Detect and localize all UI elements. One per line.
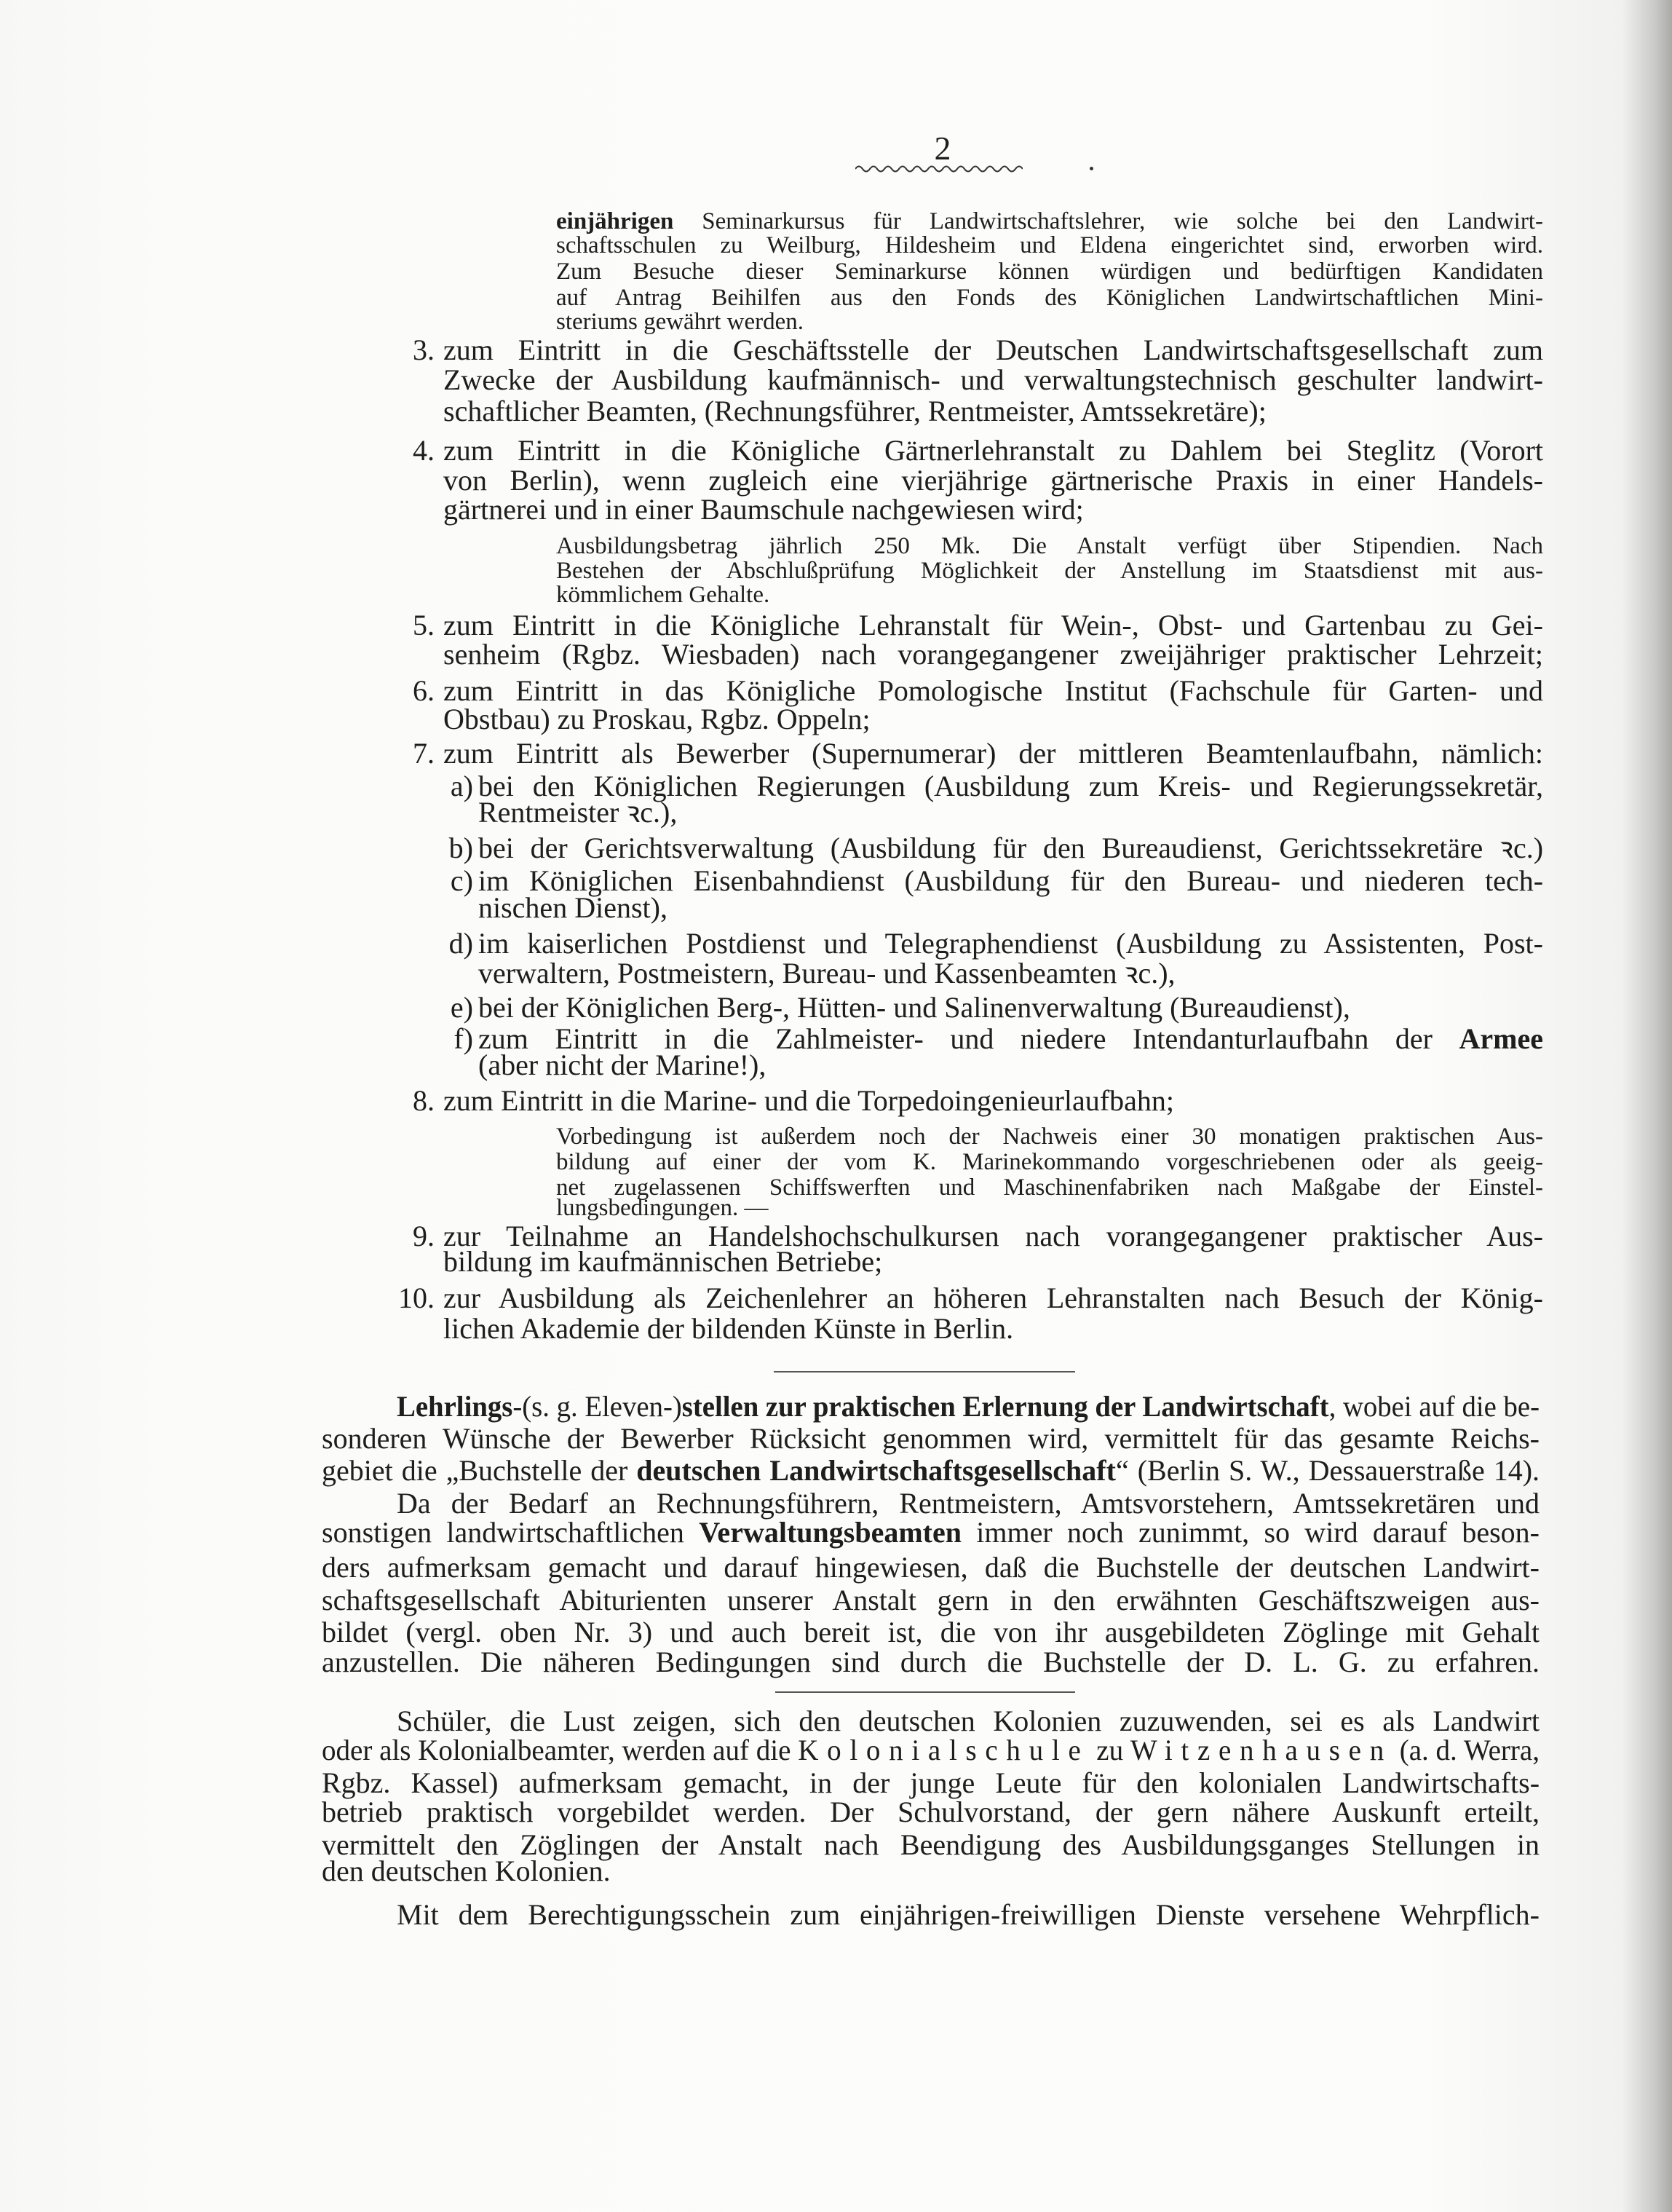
- section-divider: [774, 1371, 1075, 1372]
- text-line: [397, 1897, 1540, 1932]
- text-line: [322, 1550, 1540, 1585]
- text-line: [443, 1281, 1543, 1316]
- text-line: [556, 581, 769, 610]
- text-segment: gärtnerei und in einer Baumschule nachgewiesen wird;: [443, 493, 1084, 526]
- bold-term: Verwaltungsbeamten: [699, 1516, 962, 1549]
- text-segment: vermittelt den Zöglingen der Anstalt nach Beendigung des Ausbildungsganges Stellungen in: [322, 1828, 1540, 1861]
- text-line: [443, 492, 1084, 527]
- text-segment: Ausbildungsbetrag jährlich 250 Mk. Die Anstalt verfügt über Stipendien. Nach: [556, 533, 1543, 560]
- text-segment: oder als Kolonialbeamter, werden auf die: [322, 1734, 799, 1766]
- text-line: [443, 363, 1543, 398]
- text-segment: Seminarkursus für Landwirtschaftslehrer, wie solche bei den Landwirt-: [673, 208, 1543, 235]
- text-segment: ders aufmerksam gemacht und darauf hingewiesen, daß die Buchstelle der deutschen Landwirt-: [322, 1551, 1540, 1584]
- text-segment: lichen Akademie der bildenden Künste in Berlin.: [443, 1312, 1014, 1345]
- text-line: [443, 637, 1543, 672]
- text-segment: zu: [1089, 1734, 1130, 1766]
- list-number: 6.: [413, 674, 435, 707]
- text-line: [443, 702, 871, 737]
- text-segment: Rentmeister ꝛc.),: [478, 796, 678, 829]
- text-line: [478, 831, 1543, 866]
- text-segment: schaftlicher Beamten, (Rechnungsführer, Rentmeister, Amtssekretäre);: [443, 395, 1267, 427]
- text-segment: kömmlichem Gehalte.: [556, 582, 770, 609]
- bold-term: stellen zur praktischen Erlernung der Landwirtschaft: [681, 1390, 1329, 1423]
- text-line: [322, 1645, 1540, 1680]
- list-number: b): [448, 832, 473, 864]
- text-segment: Rgbz. Kassel) aufmerksam gemacht, in der junge Leute für den kolonialen Landwirtschafts-: [322, 1766, 1540, 1799]
- text-segment: zum Eintritt in die Königliche Lehranstalt für Wein-, Obst- und Gartenbau zu Gei-: [443, 609, 1543, 641]
- text-segment: bei der Gerichtsverwaltung (Ausbildung für den Bureaudienst, Gerichtssekretäre ꝛc.): [478, 832, 1544, 864]
- list-number: 3.: [413, 333, 435, 366]
- text-line: [478, 956, 1176, 991]
- text-segment: zum Eintritt in die Marine- und die Torpedoingenieurlaufbahn;: [443, 1084, 1174, 1117]
- text-segment: immer noch zunimmt, so wird darauf beson-: [961, 1516, 1540, 1549]
- list-number: d): [448, 927, 473, 960]
- text-line: [478, 795, 677, 830]
- text-segment: anzustellen. Die näheren Bedingungen sind durch die Buchstelle der D. L. G. zu erfahren.: [322, 1646, 1540, 1678]
- text-line: [322, 1453, 1540, 1488]
- text-line: [443, 1311, 1013, 1346]
- text-segment: betrieb praktisch vorgebildet werden. Der Schulvorstand, der gern nähere Auskunft erteilt,: [322, 1796, 1540, 1828]
- text-segment: verwaltern, Postmeistern, Bureau- und Kassenbeamten ꝛc.),: [478, 957, 1176, 990]
- text-segment: Bestehen der Abschlußprüfung Möglichkeit der Anstellung im Staatsdienst mit aus-: [556, 558, 1543, 585]
- text-segment: gebiet die „Buchstelle der: [322, 1454, 637, 1487]
- ink-dot: [1090, 167, 1093, 170]
- spaced-term: Kolonialschule: [798, 1734, 1090, 1766]
- text-segment: zum Eintritt in das Königliche Pomologische Institut (Fachschule für Garten- und: [443, 674, 1544, 707]
- list-number: 8.: [413, 1084, 435, 1117]
- list-number: e): [450, 991, 473, 1024]
- text-segment: zum Eintritt als Bewerber (Supernumerar) der mittleren Beamtenlaufbahn, nämlich:: [443, 737, 1544, 770]
- section-divider: [775, 1691, 1075, 1693]
- text-segment: sonderen Wünsche der Bewerber Rücksicht genommen wird, vermittelt für das gesamte Reichs-: [322, 1422, 1540, 1455]
- list-number: 7.: [413, 737, 435, 770]
- text-line: [443, 1083, 1174, 1118]
- text-segment: zum Eintritt in die Königliche Gärtnerlehranstalt zu Dahlem bei Steglitz (Vorort: [443, 434, 1544, 467]
- text-segment: zur Ausbildung als Zeichenlehrer an höheren Lehranstalten nach Besuch der König-: [443, 1281, 1543, 1314]
- text-segment: auf Antrag Beihilfen aus den Fonds des Königlichen Landwirtschaftlichen Mini-: [556, 285, 1543, 312]
- text-line: [443, 736, 1543, 771]
- text-segment: Schüler, die Lust zeigen, sich den deutschen Kolonien zuzuwenden, sei es als Landwirt: [397, 1705, 1540, 1737]
- list-number: a): [450, 770, 473, 802]
- text-segment: im Königlichen Eisenbahndienst (Ausbildung für den Bureau- und niederen tech-: [478, 864, 1544, 897]
- text-segment: Obstbau) zu Proskau, Rgbz. Oppeln;: [443, 703, 871, 735]
- text-line: [322, 1421, 1540, 1456]
- text-line: [478, 990, 1350, 1025]
- text-segment: zur Teilnahme an Handelshochschulkursen nach vorangegangener praktischer Aus-: [443, 1220, 1543, 1252]
- text-line: [322, 1733, 1540, 1768]
- text-segment: Vorbedingung ist außerdem noch der Nachweis einer 30 monatigen praktischen Aus-: [556, 1123, 1543, 1150]
- text-line: [443, 1244, 882, 1279]
- list-number: 10.: [398, 1281, 435, 1314]
- text-line: [478, 1048, 766, 1083]
- text-segment: bei den Königlichen Regierungen (Ausbildung zum Kreis- und Regierungssekretär,: [478, 770, 1543, 802]
- bold-term: deutschen Landwirtschaftsgesellschaft: [636, 1454, 1116, 1487]
- spaced-term: Witzenhausen: [1130, 1734, 1392, 1766]
- text-line: [322, 1795, 1540, 1830]
- list-number: 4.: [413, 434, 435, 467]
- text-segment: -(s. g. Eleven-): [512, 1390, 682, 1423]
- text-line: [556, 258, 1543, 287]
- text-line: [397, 1389, 1540, 1424]
- text-segment: “ (Berlin S. W., Dessauerstraße 14).: [1115, 1454, 1540, 1487]
- list-number: c): [450, 864, 473, 897]
- text-segment: zum Eintritt in die Zahlmeister- und niedere Intendanturlaufbahn der: [478, 1022, 1459, 1055]
- text-line: [556, 1148, 1543, 1177]
- text-segment: sonstigen landwirtschaftlichen: [322, 1516, 700, 1549]
- wavy-rule-ornament: [855, 163, 1023, 175]
- text-segment: Da der Bedarf an Rechnungsführern, Rentmeistern, Amtsvorstehern, Amtssekretären und: [397, 1487, 1540, 1520]
- text-segment: lungsbedingungen. —: [556, 1195, 769, 1222]
- text-segment: net zugelassenen Schiffswerften und Maschinenfabriken nach Maßgabe der Einstel-: [556, 1174, 1543, 1201]
- text-line: [556, 232, 1543, 261]
- text-segment: bildung im kaufmännischen Betriebe;: [443, 1245, 883, 1278]
- text-segment: senheim (Rgbz. Wiesbaden) nach vorangegangener zweijähriger praktischer Lehrzeit;: [443, 638, 1543, 671]
- text-line: [443, 394, 1267, 429]
- text-line: [478, 890, 667, 925]
- text-segment: bildung auf einer der vom K. Marinekommando vorgeschriebenen oder als geeig-: [556, 1149, 1543, 1176]
- text-segment: von Berlin), wenn zugleich eine vierjährige gärtnerische Praxis in einer Handels-: [443, 464, 1543, 497]
- text-segment: den deutschen Kolonien.: [322, 1854, 611, 1887]
- page-number: 2: [934, 130, 951, 167]
- list-number: 9.: [413, 1220, 435, 1252]
- text-segment: bildet (vergl. oben Nr. 3) und auch bereit ist, die von ihr ausgebildeten Zöglinge mit Gehalt: [322, 1616, 1540, 1648]
- text-segment: nischen Dienst),: [478, 891, 667, 924]
- text-segment: schaftsgesellschaft Abiturienten unserer Anstalt gern in den erwähnten Geschäftszweigen aus-: [322, 1584, 1540, 1616]
- text-line: [322, 1515, 1540, 1550]
- text-segment: zum Eintritt in die Geschäftsstelle der Deutschen Landwirtschaftsgesellschaft zum: [443, 333, 1544, 366]
- text-segment: Zum Besuche dieser Seminarkurse können würdigen und bedürftigen Kandidaten: [556, 258, 1544, 285]
- bold-term: Lehrlings: [397, 1390, 513, 1423]
- bold-term: einjährigen: [556, 208, 674, 235]
- text-segment: (aber nicht der Marine!),: [478, 1048, 766, 1081]
- text-segment: schaftsschulen zu Weilburg, Hildesheim und Eldena eingerichtet sind, erworben wird.: [556, 232, 1543, 259]
- text-line: [322, 1583, 1540, 1618]
- list-number: 5.: [413, 609, 435, 641]
- text-segment: steriums gewährt werden.: [556, 309, 804, 336]
- text-segment: Zwecke der Ausbildung kaufmännisch- und verwaltungstechnisch geschulter landwirt-: [443, 363, 1544, 396]
- bold-term: Armee: [1459, 1022, 1543, 1055]
- text-line: [556, 1123, 1543, 1152]
- text-segment: bei der Königlichen Berg-, Hütten- und Salinenverwaltung (Bureaudienst),: [478, 991, 1350, 1024]
- text-segment: (a. d. Werra,: [1392, 1734, 1540, 1766]
- text-line: [322, 1854, 611, 1889]
- text-segment: , wobei auf die be-: [1328, 1390, 1540, 1423]
- text-segment: im kaiserlichen Postdienst und Telegraphendienst (Ausbildung zu Assistenten, Post-: [478, 927, 1543, 960]
- list-number: f): [453, 1022, 473, 1055]
- text-segment: Mit dem Berechtigungsschein zum einjährigen-freiwilligen Dienste versehene Wehrpflich-: [397, 1898, 1540, 1931]
